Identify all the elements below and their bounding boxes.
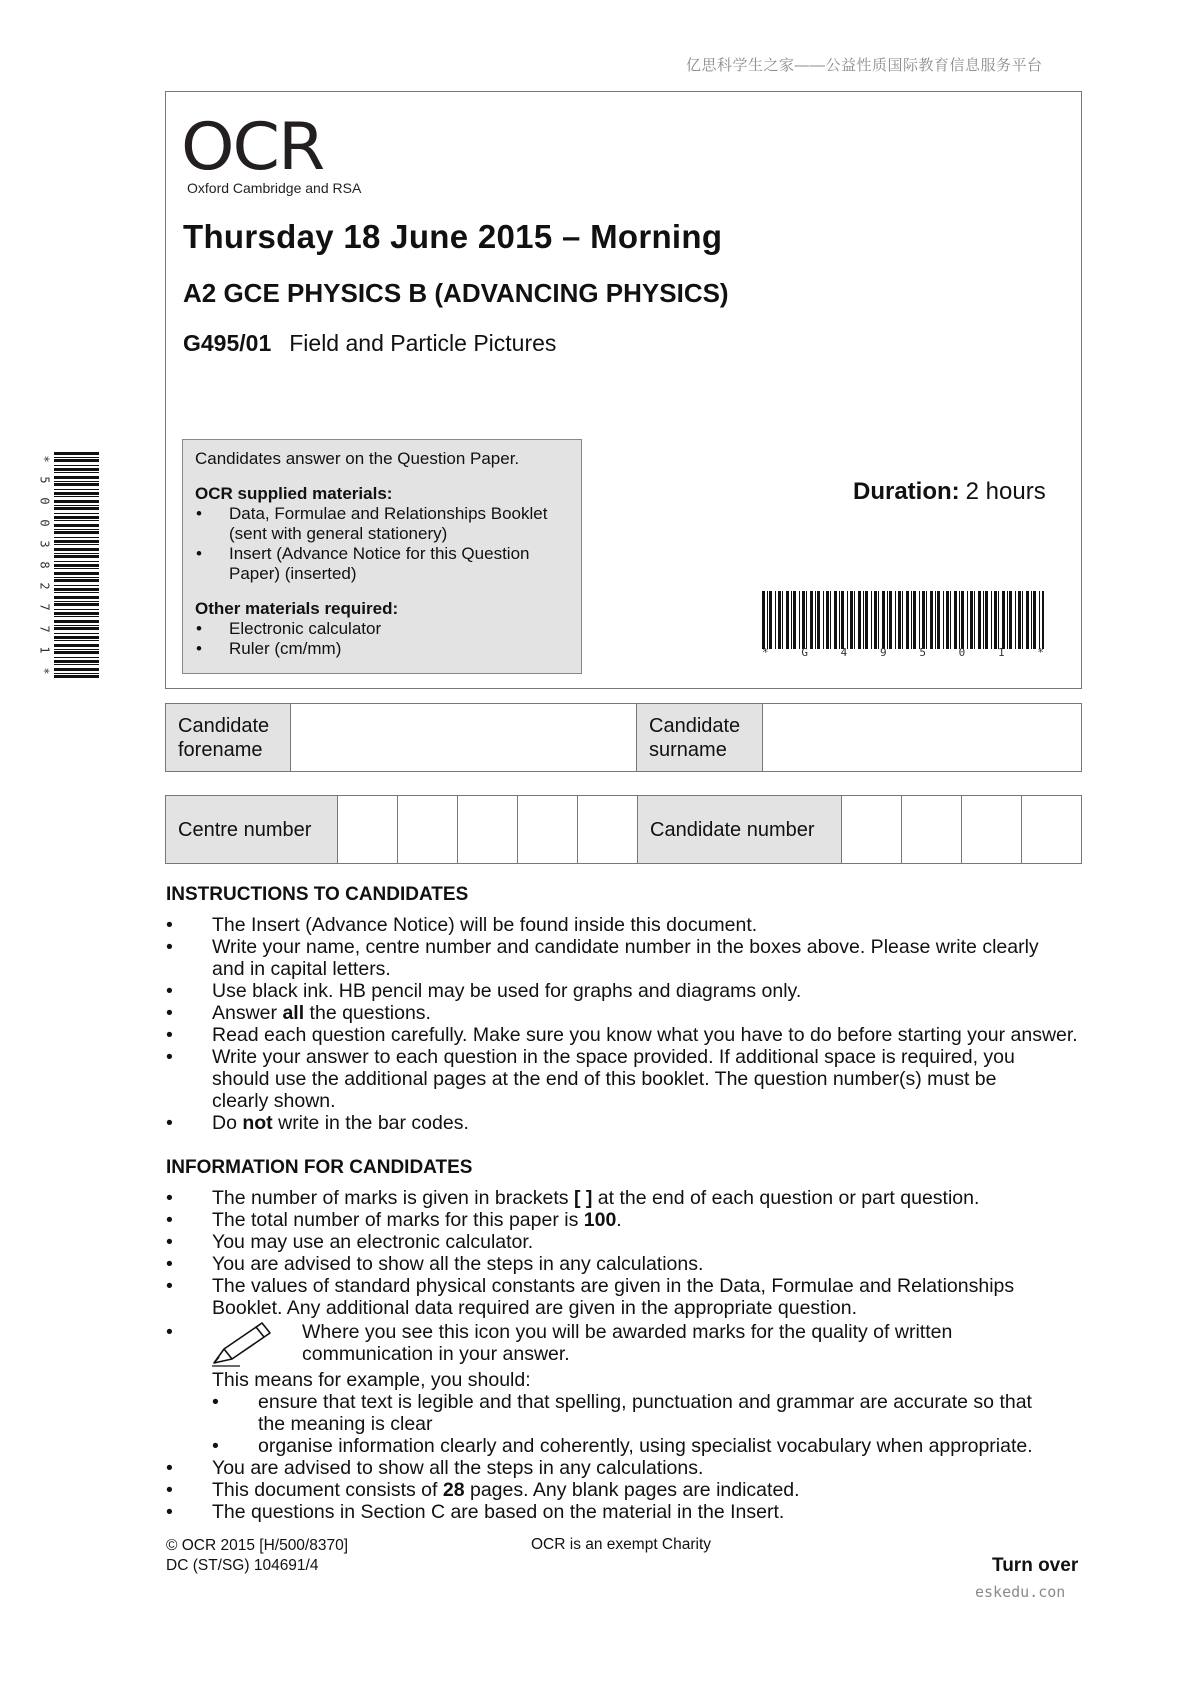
instruction-text: Read each question carefully. Make sure you know what you have to do before starting your answer. — [212, 1024, 1078, 1046]
barcode-bar — [1033, 591, 1036, 649]
forename-label-line2: forename — [178, 739, 263, 761]
information-item: • The values of standard physical constants are given in the Data, Formulae and Relationships Booklet. Any additional data required are given in the appropriate question. — [166, 1275, 1015, 1319]
barcode-bar — [54, 596, 99, 599]
barcode-bar — [950, 591, 951, 649]
exam-date: Thursday 18 June 2015 – Morning — [183, 218, 723, 255]
barcode-bar — [54, 513, 99, 514]
barcode-bar — [54, 660, 99, 663]
barcode-bar — [54, 531, 99, 534]
watermark-top: 亿思科学生之家——公益性质国际教育信息服务平台 — [686, 57, 1043, 74]
barcode-bar — [54, 625, 99, 626]
barcode-bar — [54, 675, 99, 678]
barcode-bar — [54, 601, 99, 602]
barcode-bar — [994, 591, 997, 649]
instruction-text: Answer — [212, 1002, 283, 1024]
supplied-heading: OCR supplied materials: — [195, 484, 393, 503]
barcode-bar — [874, 591, 877, 649]
instruction-text: and in capital letters. — [212, 958, 391, 980]
paper-line — [183, 330, 556, 357]
information-text: The questions in Section C are based on the material in the Insert. — [212, 1501, 785, 1523]
barcode-bar — [961, 591, 964, 649]
information-text: The total number of marks for this paper is — [212, 1209, 584, 1231]
forename-label — [166, 704, 291, 771]
barcode-bar — [54, 529, 99, 530]
centre-number-digit-box[interactable] — [458, 796, 518, 863]
barcode-digit: 4 — [840, 646, 848, 659]
information-text: ensure that text is legible and that spelling, punctuation and grammar are accurate so that — [258, 1391, 1032, 1413]
instruction-text: Write your answer to each question in the space provided. If additional space is required, you — [212, 1046, 1015, 1068]
barcode-digit: 0 — [37, 518, 52, 527]
barcode-bar — [54, 568, 99, 569]
barcode-bar — [943, 591, 944, 649]
surname-label — [637, 704, 763, 771]
information-item: • The total number of marks for this paper is 100. — [166, 1209, 622, 1231]
instruction-text: Do — [212, 1112, 243, 1134]
barcode-bar — [54, 564, 99, 567]
barcode-bar — [799, 591, 800, 649]
information-text: Where you see this icon you will be awarded marks for the quality of written — [302, 1321, 953, 1343]
information-text: You are advised to show all the steps in any calculations. — [212, 1253, 704, 1275]
barcode-bar — [762, 591, 765, 649]
barcode-bar — [54, 540, 99, 543]
barcode-digit: 2 — [37, 582, 52, 590]
information-item: • The number of marks is given in brackets [ ] at the end of each question or part question. — [166, 1187, 980, 1209]
footer-copyright: © OCR 2015 [H/500/8370] — [166, 1537, 349, 1554]
information-item: • You may use an electronic calculator. — [166, 1231, 534, 1253]
barcode-bar — [878, 591, 879, 649]
barcode-bar — [834, 591, 837, 649]
information-text: Booklet. Any additional data required are given in the appropriate question. — [212, 1297, 858, 1319]
centre-number-label: Centre number — [166, 796, 338, 863]
barcode-bar — [778, 591, 781, 649]
barcode-digit: G — [801, 646, 808, 659]
barcode-bar — [882, 591, 885, 649]
barcode-digit: * — [37, 667, 52, 675]
barcode-bar — [1002, 591, 1005, 649]
barcode-digit: * — [1037, 646, 1044, 659]
barcode-bar — [937, 591, 940, 649]
information-list — [166, 1187, 1086, 1523]
information-bold: 100 — [583, 1209, 617, 1231]
barcode-bar — [54, 468, 99, 471]
instruction-text: The Insert (Advance Notice) will be found inside this document. — [212, 914, 758, 936]
barcode-bar — [902, 591, 903, 649]
barcode-bar — [54, 612, 99, 615]
barcode-bar — [1007, 591, 1008, 649]
information-item: • The questions in Section C are based on the material in the Insert. — [166, 1501, 785, 1523]
supplied-item: • Insert (Advance Notice for this Question Paper) (inserted) — [195, 544, 569, 584]
barcode-bar — [1009, 591, 1012, 649]
centre-number-digit-box[interactable] — [578, 796, 638, 863]
barcode-bar — [54, 500, 99, 503]
barcode-bar — [54, 649, 99, 650]
exam-title: A2 GCE PHYSICS B (ADVANCING PHYSICS) — [183, 278, 729, 308]
information-text: the meaning is clear — [258, 1413, 433, 1435]
barcode-bar — [983, 591, 984, 649]
barcode-bar — [54, 507, 99, 510]
barcode-bar — [54, 657, 99, 658]
barcode-bar — [54, 579, 99, 582]
barcode-bar — [823, 591, 824, 649]
candidate-number-digit-box[interactable] — [842, 796, 902, 863]
barcode-bar — [54, 668, 99, 671]
pencil-icon — [210, 1319, 280, 1369]
instruction-text: clearly shown. — [212, 1090, 336, 1112]
barcode-bar — [970, 591, 973, 649]
barcode-bar — [769, 591, 772, 649]
barcode-digit: 5 — [37, 476, 52, 484]
barcode-bar — [806, 591, 807, 649]
instruction-text: write in the bar codes. — [272, 1112, 469, 1134]
information-text: The values of standard physical constants are given in the Data, Formulae and Relationships — [212, 1275, 1015, 1297]
information-sublist — [166, 1391, 1086, 1457]
barcode-bar — [959, 591, 960, 649]
barcode-bar — [782, 591, 783, 649]
barcode-bar — [54, 489, 99, 490]
barcode-bar — [54, 627, 99, 630]
candidate-number-label: Candidate number — [638, 796, 842, 863]
barcode-bar — [54, 644, 99, 647]
candidate-name-row — [165, 703, 1082, 772]
candidate-number-digit-box[interactable] — [902, 796, 962, 863]
barcode-bar — [858, 591, 861, 649]
barcode-bar — [1039, 591, 1040, 649]
barcode-digit: 7 — [37, 603, 52, 611]
information-text: This document consists of — [212, 1479, 443, 1501]
barcode-bar — [54, 505, 99, 506]
barcode-vertical — [54, 452, 99, 678]
barcode-bar — [54, 524, 99, 527]
barcode-horizontal — [762, 591, 1044, 649]
materials-box — [182, 439, 582, 674]
information-text: organise information clearly and coherently, using specialist vocabulary when appropriate. — [258, 1435, 1033, 1457]
information-bold: 28 — [442, 1479, 465, 1501]
barcode-bar — [793, 591, 796, 649]
barcode-bar — [850, 591, 853, 649]
footer-left — [166, 1536, 348, 1576]
centre-number-digit-box[interactable] — [338, 796, 398, 863]
barcode-bar — [786, 591, 789, 649]
barcode-bar — [54, 651, 99, 654]
barcode-horizontal-digits — [762, 646, 1044, 659]
barcode-bar — [895, 591, 896, 649]
information-subitem: • ensure that text is legible and that spelling, punctuation and grammar are accurate so that the meaning is clear — [212, 1391, 1032, 1435]
instruction-item: • Answer all the questions. — [166, 1002, 431, 1024]
barcode-bar — [54, 465, 99, 466]
barcode-bar — [54, 483, 99, 486]
barcode-bar — [54, 640, 99, 641]
barcode-bar — [913, 591, 916, 649]
barcode-bar — [54, 452, 99, 455]
barcode-bar — [1022, 591, 1023, 649]
barcode-bar — [54, 603, 99, 606]
barcode-digit: 0 — [37, 497, 52, 505]
barcode-bar — [54, 592, 99, 593]
barcode-bar — [847, 591, 848, 649]
watermark-bottom: eskedu.con — [975, 1583, 1066, 1601]
barcode-bar — [985, 591, 988, 649]
instruction-item: • Read each question carefully. Make sure you know what you have to do before starting your answer. — [166, 1024, 1078, 1046]
instruction-item: • The Insert (Advance Notice) will be found inside this document. — [166, 914, 758, 936]
information-item: • This document consists of 28 pages. Any blank pages are indicated. — [166, 1479, 800, 1501]
ocr-logo — [181, 110, 362, 196]
barcode-bar — [54, 577, 99, 578]
barcode-bar — [841, 591, 844, 649]
barcode-digit: 9 — [879, 646, 887, 659]
instructions-list — [166, 914, 1086, 1134]
instruction-item: • Use black ink. HB pencil may be used for graphs and diagrams only. — [166, 980, 802, 1002]
barcode-bar — [854, 591, 855, 649]
paper-name: Field and Particle Pictures — [289, 330, 557, 356]
barcode-digit: * — [37, 455, 52, 463]
barcode-digit: 8 — [37, 561, 52, 569]
barcode-bar — [54, 673, 99, 674]
instruction-text: Write your name, centre number and candidate number in the boxes above. Please write clearly — [212, 936, 1039, 958]
barcode-bar — [889, 591, 892, 649]
barcode-bar — [54, 553, 99, 554]
barcode-bar — [54, 516, 99, 519]
barcode-digit: 0 — [958, 646, 966, 659]
duration — [853, 478, 1046, 506]
barcode-bar — [54, 555, 99, 558]
barcode-bar — [865, 591, 868, 649]
barcode-bar — [54, 544, 99, 545]
information-text: at the end of each question or part question. — [592, 1187, 980, 1209]
instructions-heading: INSTRUCTIONS TO CANDIDATES — [166, 884, 469, 905]
barcode-bar — [954, 591, 957, 649]
barcode-bar — [54, 561, 99, 562]
centre-number-digit-box[interactable] — [398, 796, 458, 863]
barcode-bar — [54, 481, 99, 482]
paper-code: G495/01 — [183, 330, 272, 356]
surname-field[interactable] — [763, 704, 1081, 771]
footer-charity: OCR is an exempt Charity — [531, 1536, 712, 1553]
candidate-number-digit-box[interactable] — [1022, 796, 1081, 863]
barcode-bar — [810, 591, 813, 649]
instruction-bold: not — [242, 1112, 273, 1134]
instruction-bold: all — [282, 1002, 305, 1024]
barcode-bar — [911, 591, 912, 649]
barcode-bar — [54, 492, 99, 495]
barcode-bar — [54, 572, 99, 575]
information-subitem: • organise information clearly and coherently, using specialist vocabulary when appropriate. — [212, 1435, 1033, 1457]
information-item: • Where you see this icon you will be awarded marks for the quality of written communication in your answer. — [166, 1321, 1086, 1369]
duration-label: Duration: — [853, 478, 960, 505]
barcode-bar — [826, 591, 829, 649]
barcode-bar — [922, 591, 925, 649]
forename-field[interactable] — [291, 704, 637, 771]
barcode-bar — [871, 591, 872, 649]
barcode-bar — [54, 472, 99, 473]
barcode-bar — [815, 591, 816, 649]
barcode-bar — [802, 591, 805, 649]
barcode-bar — [791, 591, 792, 649]
turn-over: Turn over — [992, 1555, 1079, 1576]
barcode-bar — [991, 591, 992, 649]
barcode-digit: * — [762, 646, 769, 659]
barcode-bar — [54, 459, 99, 462]
barcode-bar — [974, 591, 975, 649]
barcode-bar — [54, 609, 99, 610]
information-bold: [ ] — [573, 1187, 593, 1209]
information-item: • You are advised to show all the steps in any calculations. — [166, 1457, 704, 1479]
barcode-digit: 3 — [37, 540, 52, 548]
barcode-bar — [1031, 591, 1032, 649]
surname-label-line1: Candidate — [649, 715, 741, 737]
barcode-bar — [898, 591, 901, 649]
instruction-item: • Write your name, centre number and candidate number in the boxes above. Please write clearly and in capital letters. — [166, 936, 1039, 980]
barcode-bar — [54, 476, 99, 479]
information-heading: INFORMATION FOR CANDIDATES — [166, 1157, 473, 1178]
supplied-item: • Data, Formulae and Relationships Booklet (sent with general stationery) — [195, 504, 569, 544]
barcode-bar — [1042, 591, 1044, 649]
barcode-bar — [935, 591, 936, 649]
barcode-bar — [978, 591, 981, 649]
logo-subtitle: Oxford Cambridge and RSA — [187, 180, 362, 196]
barcode-bar — [775, 591, 776, 649]
barcode-bar — [863, 591, 864, 649]
candidate-number-digit-box[interactable] — [962, 796, 1022, 863]
duration-value: 2 hours — [965, 478, 1046, 505]
information-text: You may use an electronic calculator. — [212, 1231, 534, 1253]
barcode-bar — [54, 633, 99, 634]
instruction-text: Use black ink. HB pencil may be used for graphs and diagrams only. — [212, 980, 802, 1002]
logo-main-text: OCR — [181, 110, 324, 186]
instruction-item: • Do not write in the bar codes. — [166, 1112, 469, 1134]
barcode-bar — [946, 591, 949, 649]
information-text: pages. Any blank pages are indicated. — [464, 1479, 800, 1501]
centre-number-digit-box[interactable] — [518, 796, 578, 863]
other-item: • Ruler (cm/mm) — [195, 639, 569, 659]
information-text: You are advised to show all the steps in any calculations. — [212, 1457, 704, 1479]
barcode-digit: 7 — [37, 624, 52, 633]
barcode-bar — [1026, 591, 1029, 649]
answer-note: Candidates answer on the Question Paper. — [195, 449, 520, 468]
barcode-bar — [54, 616, 99, 617]
instruction-text: should use the additional pages at the end of this booklet. The question number(s) must be — [212, 1068, 997, 1090]
barcode-bar — [919, 591, 920, 649]
surname-label-line2: surname — [649, 739, 727, 761]
information-means: This means for example, you should: — [212, 1369, 531, 1391]
barcode-digit: 1 — [997, 646, 1005, 659]
instruction-text: the questions. — [304, 1002, 431, 1024]
barcode-bar — [887, 591, 888, 649]
barcode-bar — [1018, 591, 1021, 649]
barcode-bar — [54, 588, 99, 591]
barcode-bar — [830, 591, 831, 649]
barcode-bar — [906, 591, 909, 649]
barcode-vertical-digits — [38, 452, 52, 678]
barcode-bar — [54, 520, 99, 521]
barcode-bar — [54, 537, 99, 538]
barcode-bar — [767, 591, 768, 649]
barcode-bar — [54, 620, 99, 623]
barcode-bar — [54, 636, 99, 639]
barcode-bar — [54, 457, 99, 458]
forename-label-line1: Candidate — [178, 715, 270, 737]
information-text: communication in your answer. — [302, 1343, 570, 1365]
footer-ref: DC (ST/SG) 104691/4 — [166, 1557, 319, 1574]
barcode-bar — [930, 591, 933, 649]
barcode-digit: 1 — [37, 646, 52, 654]
barcode-bar — [967, 591, 968, 649]
barcode-bar — [54, 664, 99, 665]
barcode-bar — [54, 585, 99, 586]
information-text: The number of marks is given in brackets — [212, 1187, 574, 1209]
barcode-bar — [839, 591, 840, 649]
barcode-bar — [54, 548, 99, 551]
information-text: . — [616, 1209, 622, 1231]
barcode-bar — [926, 591, 927, 649]
barcode-digit: 5 — [919, 646, 926, 659]
barcode-bar — [998, 591, 999, 649]
other-item: • Electronic calculator — [195, 619, 569, 639]
instruction-item: • Write your answer to each question in the space provided. If additional space is required, you should use the additional pages at the end of this booklet. The question number(s) must be clearly shown. — [166, 1046, 1015, 1112]
information-item: • You are advised to show all the steps in any calculations. — [166, 1253, 704, 1275]
barcode-bar — [1015, 591, 1016, 649]
barcode-bar — [817, 591, 820, 649]
barcode-bar — [54, 496, 99, 497]
candidate-number-row — [165, 795, 1082, 864]
other-heading: Other materials required: — [195, 599, 399, 618]
